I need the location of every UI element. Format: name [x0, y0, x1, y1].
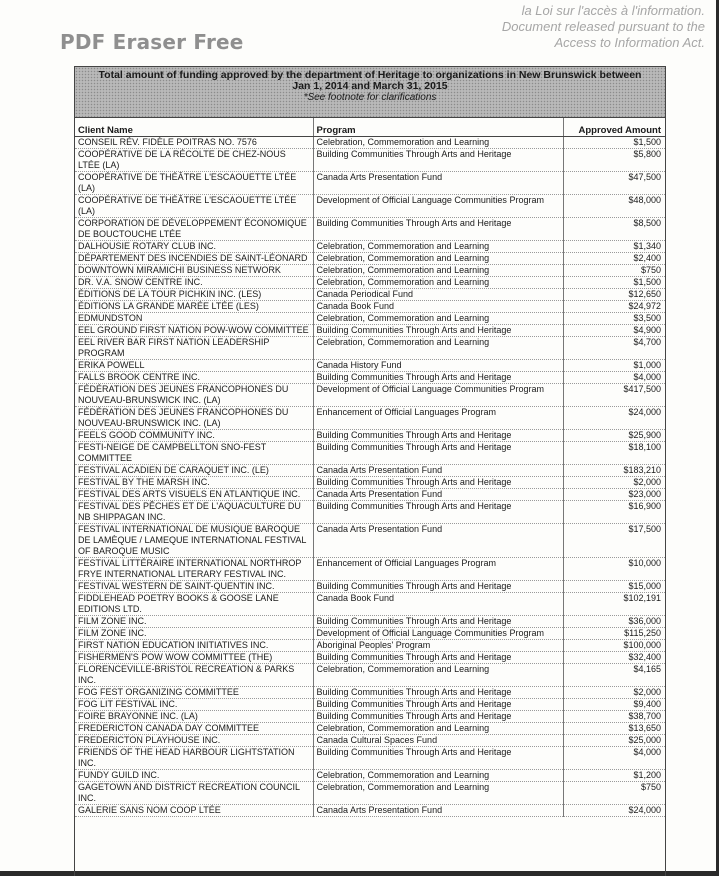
- approved-amount-cell: [563, 524, 665, 558]
- approved-amount-cell: [563, 628, 665, 640]
- program-cell: [313, 241, 563, 253]
- program-cell: [313, 337, 563, 360]
- program-name: Canada Arts Presentation Fund: [316, 524, 443, 534]
- program-name: Celebration, Commemoration and Learning: [316, 664, 490, 674]
- approved-amount-cell: [563, 782, 665, 805]
- table-row: [75, 747, 665, 770]
- approved-amount: $1,500: [633, 137, 661, 147]
- program-cell: [313, 301, 563, 313]
- program-name: Canada Arts Presentation Fund: [316, 805, 443, 815]
- client-name-cell: GAGETOWN AND DISTRICT RECREATION COUNCIL INC.: [75, 782, 313, 805]
- approved-amount-cell: [563, 253, 665, 265]
- approved-amount: $3,500: [633, 313, 661, 323]
- client-name-cell: FALLS BROOK CENTRE INC.: [75, 372, 313, 384]
- program-cell: [313, 501, 563, 524]
- client-name-cell: DÉPARTEMENT DES INCENDIES DE SAINT-LÉONARD: [75, 253, 313, 265]
- program-name: Development of Official Language Communities Program: [316, 384, 544, 394]
- program-cell: [313, 195, 563, 218]
- table-row: [75, 265, 665, 277]
- approved-amount-cell: [563, 593, 665, 616]
- table-row: [75, 218, 665, 241]
- client-name-cell: FIRST NATION EDUCATION INITIATIVES INC.: [75, 640, 313, 652]
- program-name: Celebration, Commemoration and Learning: [316, 337, 490, 347]
- approved-amount-cell: [563, 735, 665, 747]
- table-row: [75, 640, 665, 652]
- program-cell: [313, 770, 563, 782]
- table-body: [75, 137, 665, 817]
- client-name-cell: FRIENDS OF THE HEAD HARBOUR LIGHTSTATION INC.: [75, 747, 313, 770]
- program-name: Building Communities Through Arts and Heritage: [316, 149, 512, 159]
- table-row: [75, 477, 665, 489]
- approved-amount-cell: [563, 137, 665, 149]
- program-cell: [313, 593, 563, 616]
- client-name-cell: ÉDITIONS DE LA TOUR PICHKIN INC. (LES): [75, 289, 313, 301]
- program-cell: [313, 372, 563, 384]
- table-row: [75, 616, 665, 628]
- approved-amount: $102,191: [623, 593, 661, 603]
- program-cell: [313, 699, 563, 711]
- release-notice: la Loi sur l'accès à l'information. Document released pursuant to the Access to Information Act.: [501, 3, 705, 50]
- approved-amount: $23,000: [628, 489, 661, 499]
- program-name: Development of Official Language Communities Program: [316, 628, 544, 638]
- client-name-cell: EDMUNDSTON: [75, 313, 313, 325]
- program-cell: [313, 558, 563, 581]
- table-row: [75, 137, 665, 149]
- client-name-cell: FOG FEST ORGANIZING COMMITTEE: [75, 687, 313, 699]
- client-name-cell: FESTIVAL DES ARTS VISUELS EN ATLANTIQUE INC.: [75, 489, 313, 501]
- approved-amount: $12,650: [628, 289, 661, 299]
- client-name-cell: FREDERICTON CANADA DAY COMMITTEE: [75, 723, 313, 735]
- client-name-cell: FESTIVAL ACADIEN DE CARAQUET INC. (LE): [75, 465, 313, 477]
- table-row: [75, 723, 665, 735]
- approved-amount: $4,000: [633, 372, 661, 382]
- client-name-cell: FESTIVAL WESTERN DE SAINT-QUENTIN INC.: [75, 581, 313, 593]
- program-name: Building Communities Through Arts and Heritage: [316, 442, 512, 452]
- table-row: [75, 699, 665, 711]
- table-row: [75, 195, 665, 218]
- program-cell: [313, 265, 563, 277]
- program-name: Aboriginal Peoples' Program: [316, 640, 431, 650]
- program-cell: [313, 782, 563, 805]
- table-row: [75, 782, 665, 805]
- approved-amount-cell: [563, 218, 665, 241]
- approved-amount: $4,700: [633, 337, 661, 347]
- approved-amount-cell: [563, 360, 665, 372]
- banner-title: Total amount of funding approved by the department of Heritage to organizations in New Brunswick between: [98, 69, 642, 81]
- program-cell: [313, 289, 563, 301]
- program-cell: [313, 628, 563, 640]
- program-name: Celebration, Commemoration and Learning: [316, 241, 490, 251]
- client-name-cell: COOPÉRATIVE DE LA RÉCOLTE DE CHEZ-NOUS LTÉE (LA): [75, 149, 313, 172]
- program-cell: [313, 360, 563, 372]
- approved-amount: $2,000: [633, 687, 661, 697]
- program-name: Building Communities Through Arts and Heritage: [316, 711, 512, 721]
- approved-amount: $750: [640, 782, 661, 792]
- client-name-cell: CONSEIL RÉV. FIDÈLE POITRAS NO. 7576: [75, 137, 313, 149]
- table-row: [75, 524, 665, 558]
- approved-amount-cell: [563, 616, 665, 628]
- approved-amount-cell: [563, 384, 665, 407]
- client-name-cell: FESTIVAL DES PÊCHES ET DE L'AQUACULTURE DU NB SHIPPAGAN INC.: [75, 501, 313, 524]
- approved-amount: $32,400: [628, 652, 661, 662]
- program-name: Celebration, Commemoration and Learning: [316, 782, 490, 792]
- table-row: [75, 289, 665, 301]
- program-name: Building Communities Through Arts and Heritage: [316, 501, 512, 511]
- table-row: [75, 664, 665, 687]
- pdf-eraser-watermark: PDF Eraser Free: [60, 30, 244, 54]
- approved-amount: $4,165: [633, 664, 661, 674]
- client-name-cell: FILM ZONE INC.: [75, 628, 313, 640]
- client-name-cell: CORPORATION DE DÉVELOPPEMENT ÉCONOMIQUE DE BOUCTOUCHE LTÉE: [75, 218, 313, 241]
- table-row: [75, 301, 665, 313]
- table-row: [75, 277, 665, 289]
- program-name: Celebration, Commemoration and Learning: [316, 277, 490, 287]
- program-cell: [313, 442, 563, 465]
- approved-amount-cell: [563, 301, 665, 313]
- program-name: Building Communities Through Arts and Heritage: [316, 652, 512, 662]
- approved-amount: $10,000: [628, 558, 661, 568]
- table-row: [75, 325, 665, 337]
- approved-amount-cell: [563, 805, 665, 817]
- program-name: Canada History Fund: [316, 360, 402, 370]
- table-banner: [75, 66, 665, 118]
- approved-amount-cell: [563, 652, 665, 664]
- approved-amount-cell: [563, 465, 665, 477]
- table-row: [75, 360, 665, 372]
- program-cell: [313, 172, 563, 195]
- client-name-cell: FÉDÉRATION DES JEUNES FRANCOPHONES DU NOUVEAU-BRUNSWICK INC. (LA): [75, 407, 313, 430]
- table-row: [75, 770, 665, 782]
- program-name: Canada Book Fund: [316, 301, 395, 311]
- approved-amount: $38,700: [628, 711, 661, 721]
- program-name: Canada Arts Presentation Fund: [316, 465, 443, 475]
- approved-amount: $24,000: [628, 407, 661, 417]
- table-row: [75, 430, 665, 442]
- program-name: Celebration, Commemoration and Learning: [316, 770, 490, 780]
- approved-amount: $15,000: [628, 581, 661, 591]
- approved-amount-cell: [563, 711, 665, 723]
- approved-amount-cell: [563, 723, 665, 735]
- approved-amount: $1,200: [633, 770, 661, 780]
- approved-amount: $25,000: [628, 735, 661, 745]
- table-row: [75, 687, 665, 699]
- approved-amount-cell: [563, 277, 665, 289]
- client-name-cell: FESTIVAL BY THE MARSH INC.: [75, 477, 313, 489]
- client-name-cell: FÉDÉRATION DES JEUNES FRANCOPHONES DU NOUVEAU-BRUNSWICK INC. (LA): [75, 384, 313, 407]
- client-name-cell: FREDERICTON PLAYHOUSE INC.: [75, 735, 313, 747]
- approved-amount: $417,500: [623, 384, 661, 394]
- program-name: Celebration, Commemoration and Learning: [316, 723, 490, 733]
- program-cell: [313, 616, 563, 628]
- approved-amount-cell: [563, 289, 665, 301]
- program-cell: [313, 384, 563, 407]
- table-row: [75, 652, 665, 664]
- program-name: Canada Arts Presentation Fund: [316, 489, 443, 499]
- approved-amount-cell: [563, 149, 665, 172]
- program-cell: [313, 325, 563, 337]
- client-name-cell: FESTIVAL INTERNATIONAL DE MUSIQUE BAROQUE DE LAMÈQUE / LAMEQUE INTERNATIONAL FESTIVAL OF BAROQUE MUSIC: [75, 524, 313, 558]
- client-name-cell: FEELS GOOD COMMUNITY INC.: [75, 430, 313, 442]
- program-name: Building Communities Through Arts and Heritage: [316, 581, 512, 591]
- program-cell: [313, 652, 563, 664]
- client-name-cell: DALHOUSIE ROTARY CLUB INC.: [75, 241, 313, 253]
- program-name: Canada Periodical Fund: [316, 289, 414, 299]
- table-row: [75, 711, 665, 723]
- program-name: Canada Cultural Spaces Fund: [316, 735, 438, 745]
- approved-amount: $2,400: [633, 253, 661, 263]
- approved-amount: $24,000: [628, 805, 661, 815]
- program-name: Canada Book Fund: [316, 593, 395, 603]
- client-name-cell: DR. V.A. SNOW CENTRE INC.: [75, 277, 313, 289]
- client-name-cell: COOPÉRATIVE DE THÉÂTRE L'ESCAOUETTE LTÉE (LA): [75, 172, 313, 195]
- approved-amount-cell: [563, 558, 665, 581]
- table-row: [75, 241, 665, 253]
- program-name: Canada Arts Presentation Fund: [316, 172, 443, 182]
- banner-date-range: Jan 1, 2014 and March 31, 2015: [292, 80, 448, 92]
- program-cell: [313, 489, 563, 501]
- approved-amount: $1,000: [633, 360, 661, 370]
- program-cell: [313, 277, 563, 289]
- approved-amount-cell: [563, 372, 665, 384]
- approved-amount-cell: [563, 687, 665, 699]
- banner-footnote: *See footnote for clarifications: [303, 92, 437, 103]
- program-name: Building Communities Through Arts and Heritage: [316, 477, 512, 487]
- program-name: Building Communities Through Arts and Heritage: [316, 218, 512, 228]
- program-cell: [313, 407, 563, 430]
- client-name-cell: FISHERMEN'S POW WOW COMMITTEE (THE): [75, 652, 313, 664]
- approved-amount: $4,000: [633, 747, 661, 757]
- approved-amount-cell: [563, 195, 665, 218]
- approved-amount: $9,400: [633, 699, 661, 709]
- client-name-cell: COOPÉRATIVE DE THÉÂTRE L'ESCAOUETTE LTÉE (LA): [75, 195, 313, 218]
- program-name: Celebration, Commemoration and Learning: [316, 313, 490, 323]
- program-name: Building Communities Through Arts and Heritage: [316, 430, 512, 440]
- program-cell: [313, 735, 563, 747]
- client-name-cell: ERIKA POWELL: [75, 360, 313, 372]
- program-cell: [313, 465, 563, 477]
- client-name-cell: ÉDITIONS LA GRANDE MARÉE LTÉE (LES): [75, 301, 313, 313]
- program-name: Building Communities Through Arts and Heritage: [316, 616, 512, 626]
- table-row: [75, 384, 665, 407]
- approved-amount-cell: [563, 442, 665, 465]
- program-cell: [313, 805, 563, 817]
- approved-amount: $16,900: [628, 501, 661, 511]
- table-row: [75, 735, 665, 747]
- client-name-cell: FLORENCEVILLE-BRISTOL RECREATION & PARKS INC.: [75, 664, 313, 687]
- table-row: [75, 372, 665, 384]
- program-name: Development of Official Language Communities Program: [316, 195, 544, 205]
- table-row: [75, 558, 665, 581]
- program-name: Celebration, Commemoration and Learning: [316, 253, 490, 263]
- approved-amount-cell: [563, 640, 665, 652]
- client-name-cell: EEL GROUND FIRST NATION POW-WOW COMMITTEE: [75, 325, 313, 337]
- table-row: [75, 501, 665, 524]
- approved-amount-cell: [563, 477, 665, 489]
- client-name-cell: FIDDLEHEAD POETRY BOOKS & GOOSE LANE EDITIONS LTD.: [75, 593, 313, 616]
- table-row: [75, 805, 665, 817]
- program-name: Building Communities Through Arts and Heritage: [316, 747, 512, 757]
- program-cell: [313, 664, 563, 687]
- program-cell: [313, 218, 563, 241]
- table-row: [75, 465, 665, 477]
- approved-amount: $18,100: [628, 442, 661, 452]
- client-name-cell: EEL RIVER BAR FIRST NATION LEADERSHIP PROGRAM: [75, 337, 313, 360]
- approved-amount-cell: [563, 407, 665, 430]
- approved-amount: $1,340: [633, 241, 661, 251]
- table-row: [75, 149, 665, 172]
- program-cell: [313, 430, 563, 442]
- program-cell: [313, 747, 563, 770]
- program-cell: [313, 137, 563, 149]
- approved-amount: $183,210: [623, 465, 661, 475]
- table-row: [75, 628, 665, 640]
- header-row: [75, 118, 665, 137]
- approved-amount: $36,000: [628, 616, 661, 626]
- approved-amount: $25,900: [628, 430, 661, 440]
- table-row: [75, 407, 665, 430]
- program-cell: [313, 581, 563, 593]
- approved-amount-cell: [563, 325, 665, 337]
- approved-amount-cell: [563, 664, 665, 687]
- approved-amount-cell: [563, 172, 665, 195]
- approved-amount: $2,000: [633, 477, 661, 487]
- approved-amount: $13,650: [628, 723, 661, 733]
- column-header-amount: Approved Amount: [563, 118, 665, 137]
- client-name-cell: GALERIE SANS NOM COOP LTÉE: [75, 805, 313, 817]
- program-cell: [313, 253, 563, 265]
- client-name-cell: FUNDY GUILD INC.: [75, 770, 313, 782]
- table-row: [75, 172, 665, 195]
- approved-amount-cell: [563, 501, 665, 524]
- program-cell: [313, 687, 563, 699]
- program-cell: [313, 723, 563, 735]
- program-name: Celebration, Commemoration and Learning: [316, 137, 490, 147]
- table-row: [75, 442, 665, 465]
- program-cell: [313, 477, 563, 489]
- client-name-cell: FOIRE BRAYONNE INC. (LA): [75, 711, 313, 723]
- table-row: [75, 593, 665, 616]
- program-name: Enhancement of Official Languages Program: [316, 558, 496, 568]
- table-row: [75, 313, 665, 325]
- table-row: [75, 489, 665, 501]
- approved-amount: $8,500: [633, 218, 661, 228]
- program-name: Building Communities Through Arts and Heritage: [316, 325, 512, 335]
- approved-amount-cell: [563, 241, 665, 253]
- program-name: Enhancement of Official Languages Program: [316, 407, 496, 417]
- client-name-cell: DOWNTOWN MIRAMICHI BUSINESS NETWORK: [75, 265, 313, 277]
- approved-amount: $115,250: [624, 628, 661, 638]
- approved-amount: $24,972: [628, 301, 661, 311]
- program-name: Building Communities Through Arts and Heritage: [316, 372, 512, 382]
- table-row: [75, 253, 665, 265]
- approved-amount: $48,000: [628, 195, 661, 205]
- program-name: Building Communities Through Arts and Heritage: [316, 687, 512, 697]
- approved-amount: $4,900: [633, 325, 661, 335]
- program-cell: [313, 640, 563, 652]
- approved-amount: $100,000: [623, 640, 661, 650]
- program-cell: [313, 313, 563, 325]
- table-row: [75, 581, 665, 593]
- approved-amount-cell: [563, 313, 665, 325]
- client-name-cell: FILM ZONE INC.: [75, 616, 313, 628]
- funding-table: [75, 118, 665, 817]
- approved-amount-cell: [563, 430, 665, 442]
- approved-amount: $17,500: [628, 524, 661, 534]
- client-name-cell: FESTIVAL LITTÉRAIRE INTERNATIONAL NORTHROP FRYE INTERNATIONAL LITERARY FESTIVAL INC.: [75, 558, 313, 581]
- client-name-cell: FOG LIT FESTIVAL INC.: [75, 699, 313, 711]
- program-name: Building Communities Through Arts and Heritage: [316, 699, 512, 709]
- approved-amount-cell: [563, 747, 665, 770]
- approved-amount-cell: [563, 770, 665, 782]
- approved-amount: $5,800: [633, 149, 661, 159]
- program-name: Celebration, Commemoration and Learning: [316, 265, 490, 275]
- column-header-program: Program: [313, 118, 563, 137]
- approved-amount: $47,500: [628, 172, 661, 182]
- program-cell: [313, 524, 563, 558]
- approved-amount-cell: [563, 581, 665, 593]
- approved-amount: $1,500: [633, 277, 661, 287]
- program-cell: [313, 149, 563, 172]
- program-cell: [313, 711, 563, 723]
- funding-sheet: [74, 66, 666, 876]
- approved-amount-cell: [563, 489, 665, 501]
- approved-amount-cell: [563, 337, 665, 360]
- table-row: [75, 337, 665, 360]
- approved-amount: $750: [640, 265, 661, 275]
- client-name-cell: FESTI-NEIGE DE CAMPBELLTON SNO-FEST COMMITTEE: [75, 442, 313, 465]
- column-header-client: Client Name: [75, 118, 313, 137]
- approved-amount-cell: [563, 265, 665, 277]
- approved-amount-cell: [563, 699, 665, 711]
